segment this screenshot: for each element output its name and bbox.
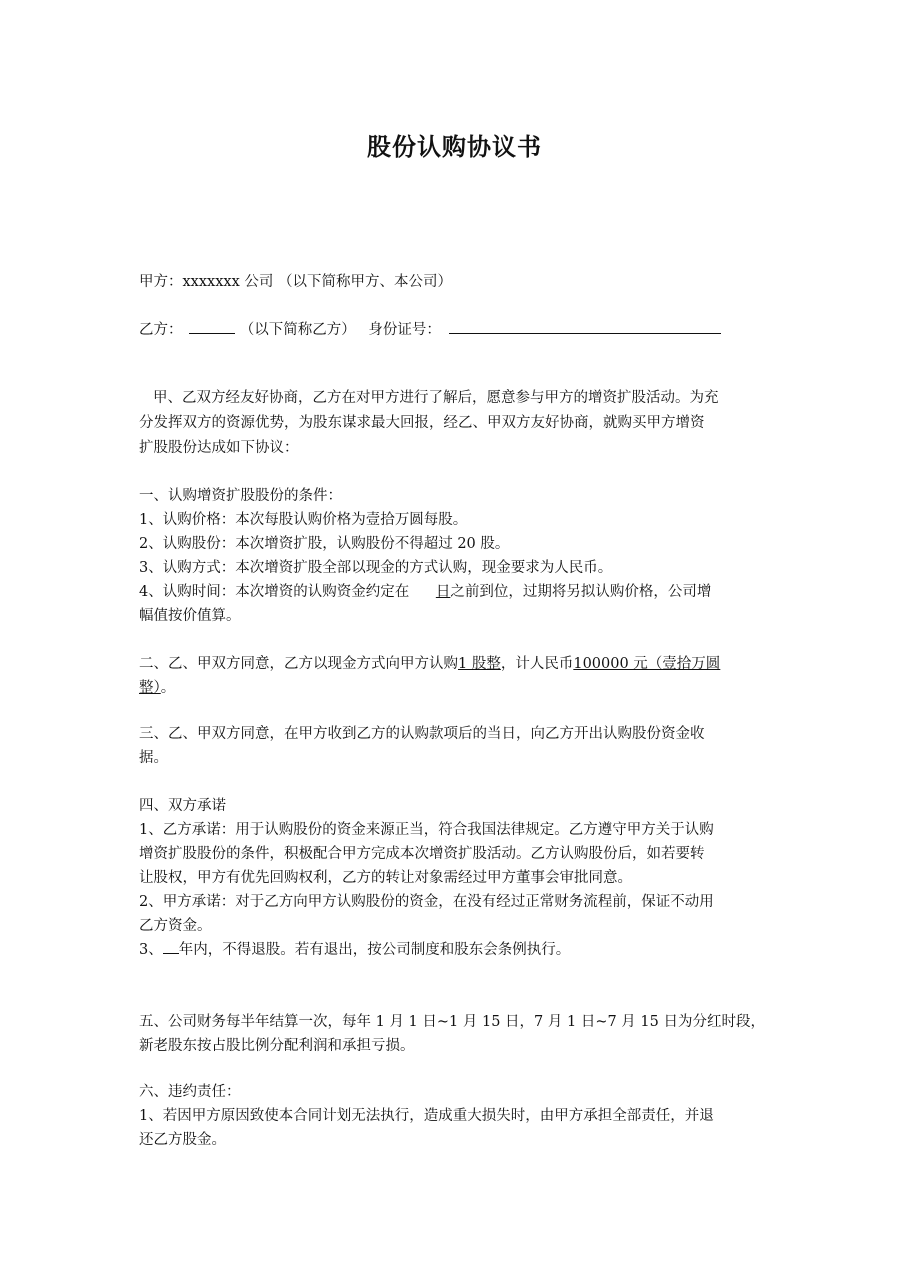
section-1-item-2: 2、认购股份：本次增资扩股，认购股份不得超过 20 股。 (139, 536, 510, 552)
section-4-line-5: 乙方资金。 (139, 918, 212, 934)
section-4-item-3 (139, 938, 779, 962)
item-4-text-b: 之前到位，过期将另拟认购价格，公司增 (450, 584, 712, 600)
item-3-prefix: 3、 (139, 942, 163, 958)
intro-line-1: 甲、乙双方经友好协商，乙方在对甲方进行了解后，愿意参与甲方的增资扩股活动。为充 (153, 390, 719, 406)
item-3-text: 年内，不得退股。若有退出，按公司制度和股东会条例执行。 (178, 942, 571, 958)
party-b-label: 乙方： (139, 322, 183, 338)
section-4-heading: 四、双方承诺 (139, 798, 226, 814)
item-4-text-a: 4、认购时间：本次增资的认购资金约定在 (139, 584, 410, 600)
id-number-blank (449, 318, 721, 334)
section-1-item-3: 3、认购方式：本次增资扩股全部以现金的方式认购，现金要求为人民币。 (139, 560, 613, 576)
section-6-line-1: 1、若因甲方原因致使本合同计划无法执行，造成重大损失时，由甲方承担全部责任，并退 (139, 1108, 714, 1124)
section-2-end: 。 (160, 680, 176, 696)
section-1-item-4-cont: 幅值按价值算。 (139, 608, 241, 624)
deadline-blank: 日 (435, 584, 451, 600)
intro-line-2: 分发挥双方的资源优势，为股东谋求最大回报，经乙、甲双方友好协商，就购买甲方增资 (139, 415, 705, 431)
section-6-heading: 六、违约责任： (139, 1084, 241, 1100)
section-6-line-2: 还乙方股金。 (139, 1132, 226, 1148)
section-2-line-2 (139, 676, 779, 700)
amount-value-cont: 整） (139, 680, 161, 696)
years-blank (163, 938, 179, 954)
section-4-line-1: 1、乙方承诺：用于认购股份的资金来源正当，符合我国法律规定。乙方遵守甲方关于认购 (139, 822, 714, 838)
party-b-name-blank (189, 318, 235, 334)
share-count: 1 股整 (458, 656, 501, 672)
amount-value: 100000 元（壹拾万圆 (573, 656, 721, 672)
id-number-label: 身份证号： (368, 322, 441, 338)
section-3-line-2: 据。 (139, 750, 168, 766)
section-1-item-4 (139, 580, 779, 604)
party-a-line: 甲方：xxxxxxx 公司 （以下简称甲方、本公司） (139, 274, 452, 290)
section-1-heading: 一、认购增资扩股股份的条件： (139, 488, 342, 504)
intro-line-3: 扩股股份达成如下协议： (139, 440, 299, 456)
section-4-line-2: 增资扩股股份的条件，积极配合甲方完成本次增资扩股活动。乙方认购股份后，如若要转 (139, 846, 705, 862)
party-b-abbrev: （以下简称乙方） (239, 322, 356, 338)
document-title: 股份认购协议书 (367, 132, 542, 161)
section-4-line-4: 2、甲方承诺：对于乙方向甲方认购股份的资金，在没有经过正常财务流程前，保证不动用 (139, 894, 714, 910)
section-5-line-1: 五、公司财务每半年结算一次，每年 1 月 1 日~1 月 15 日，7 月 1 日~7 月 15 日为分红时段， (139, 1014, 765, 1030)
section-2-text-a: 二、乙、甲双方同意，乙方以现金方式向甲方认购 (139, 656, 458, 672)
party-b-line (139, 318, 779, 342)
section-5-line-2: 新老股东按占股比例分配利润和承担亏损。 (139, 1038, 415, 1054)
section-2-line-1 (139, 652, 779, 676)
section-2-text-b: ，计人民币 (500, 656, 574, 672)
section-3-line-1: 三、乙、甲双方同意，在甲方收到乙方的认购款项后的当日，向乙方开出认购股份资金收 (139, 726, 705, 742)
section-4-line-3: 让股权，甲方有优先回购权利，乙方的转让对象需经过甲方董事会审批同意。 (139, 870, 632, 886)
section-1-item-1: 1、认购价格：本次每股认购价格为壹拾万圆每股。 (139, 512, 468, 528)
